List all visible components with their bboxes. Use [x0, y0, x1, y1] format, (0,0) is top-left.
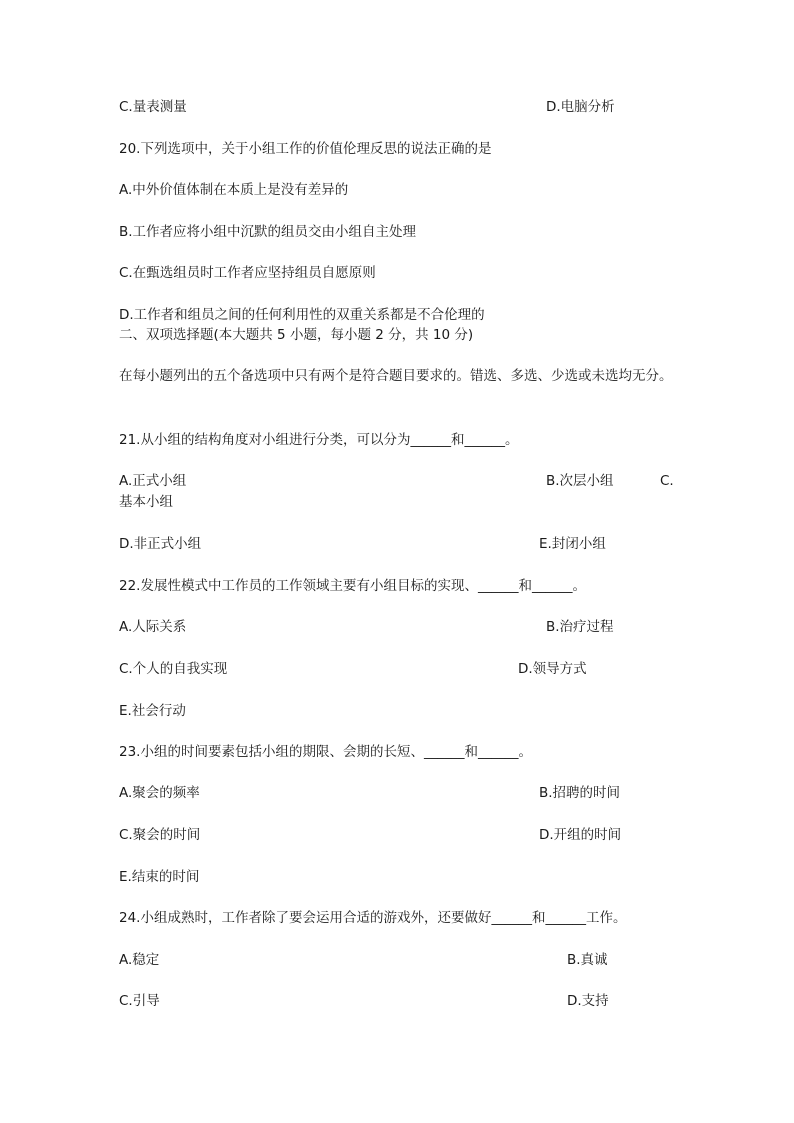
q22-option-d: D.领导方式	[518, 661, 587, 677]
q23-stem: 23.小组的时间要素包括小组的期限、会期的长短、______和______。	[119, 744, 532, 760]
q24-stem: 24.小组成熟时，工作者除了要会运用合适的游戏外，还要做好______和______工作。	[119, 910, 627, 926]
q22-option-c: C.个人的自我实现	[119, 661, 228, 677]
q24-option-a: A.稳定	[119, 952, 160, 968]
q22-stem: 22.发展性模式中工作员的工作领域主要有小组目标的实现、______和______。	[119, 578, 586, 594]
q20-option-a: A.中外价值体制在本质上是没有差异的	[119, 182, 349, 198]
q21-option-c-prefix: C.	[660, 473, 674, 489]
q21-option-c-text: 基本小组	[119, 494, 173, 510]
section-heading: 二、双项选择题(本大题共 5 小题，每小题 2 分，共 10 分)	[119, 327, 474, 343]
q24-option-d: D.支持	[567, 993, 609, 1009]
q22-option-a: A.人际关系	[119, 619, 187, 635]
q21-option-b: B.次层小组	[546, 473, 614, 489]
q19-option-c: C.量表测量	[119, 99, 187, 115]
q19-option-d: D.电脑分析	[546, 99, 615, 115]
q22-option-b: B.治疗过程	[546, 619, 614, 635]
q22-option-e: E.社会行动	[119, 703, 186, 719]
q23-option-d: D.开组的时间	[539, 827, 622, 843]
q21-stem: 21.从小组的结构角度对小组进行分类，可以分为______和______。	[119, 432, 519, 448]
q21-option-e: E.封闭小组	[539, 536, 606, 552]
q23-option-e: E.结束的时间	[119, 869, 200, 885]
q23-option-b: B.招聘的时间	[539, 785, 621, 801]
q20-stem: 20.下列选项中，关于小组工作的价值伦理反思的说法正确的是	[119, 141, 492, 157]
q21-option-d: D.非正式小组	[119, 536, 202, 552]
section-instruction: 在每小题列出的五个备选项中只有两个是符合题目要求的。错选、多选、少选或未选均无分。	[119, 368, 673, 384]
q24-option-b: B.真诚	[567, 952, 608, 968]
q20-option-c: C.在甄选组员时工作者应坚持组员自愿原则	[119, 265, 376, 281]
q21-option-a: A.正式小组	[119, 473, 187, 489]
q20-option-d: D.工作者和组员之间的任何利用性的双重关系都是不合伦理的	[119, 307, 485, 323]
q20-option-b: B.工作者应将小组中沉默的组员交由小组自主处理	[119, 224, 417, 240]
q24-option-c: C.引导	[119, 993, 160, 1009]
q23-option-c: C.聚会的时间	[119, 827, 201, 843]
q23-option-a: A.聚会的频率	[119, 785, 200, 801]
